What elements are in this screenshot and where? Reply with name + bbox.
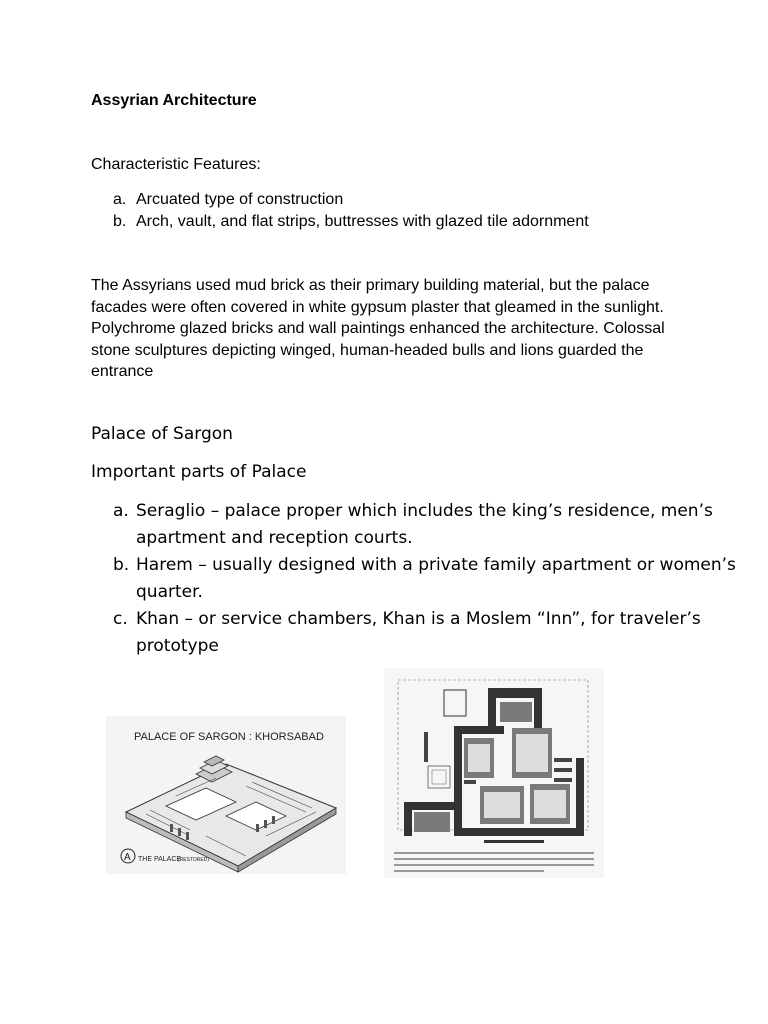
document-title: Assyrian Architecture [91, 92, 257, 109]
list-item [91, 498, 768, 552]
list-item-text: Harem – usually designed with a private family apartment or women’s quarter. [136, 555, 736, 602]
figure-label-small: (RESTORED) [178, 857, 210, 863]
list-item [91, 211, 589, 233]
list-item-text: Arch, vault, and flat strips, buttresses with glazed tile adornment [136, 213, 589, 230]
list-item [91, 189, 589, 211]
list-marker: c. [113, 609, 128, 629]
list-item-text: Khan – or service chambers, Khan is a Moslem “Inn”, for traveler’s prototype [136, 609, 701, 656]
figure-caption: PALACE OF SARGON : KHORSABAD [134, 731, 324, 743]
palace-sketch-image [106, 716, 346, 874]
figure-label-text: THE PALACE [138, 856, 182, 863]
palace-plan-drawing [384, 668, 604, 878]
list-item-text: Seraglio – palace proper which includes the king’s residence, men’s apartment and reception courts. [136, 501, 713, 548]
palace-plan-image [384, 668, 604, 878]
parts-list [91, 498, 768, 660]
body-paragraph: The Assyrians used mud brick as their primary building material, but the palace facades were often covered in white gypsum plaster that gleamed in the sunlight. Polychrome glazed bricks and wall paintings enhanced the architecture. Colossal stone sculptures depicting winged, human-headed bulls and lions guarded the entrance [91, 277, 665, 381]
palace-sketch-drawing [106, 716, 346, 874]
features-heading: Characteristic Features: [91, 156, 261, 173]
list-item [91, 606, 768, 660]
list-marker: b. [113, 213, 127, 230]
list-marker: a. [113, 191, 127, 208]
list-marker: b. [113, 555, 130, 575]
features-list [91, 189, 589, 233]
palace-title: Palace of Sargon [91, 424, 233, 444]
list-item [91, 552, 768, 606]
list-item-text: Arcuated type of construction [136, 191, 344, 208]
list-marker: a. [113, 501, 129, 521]
parts-heading: Important parts of Palace [91, 462, 307, 482]
figure-label-letter: A [124, 852, 131, 863]
